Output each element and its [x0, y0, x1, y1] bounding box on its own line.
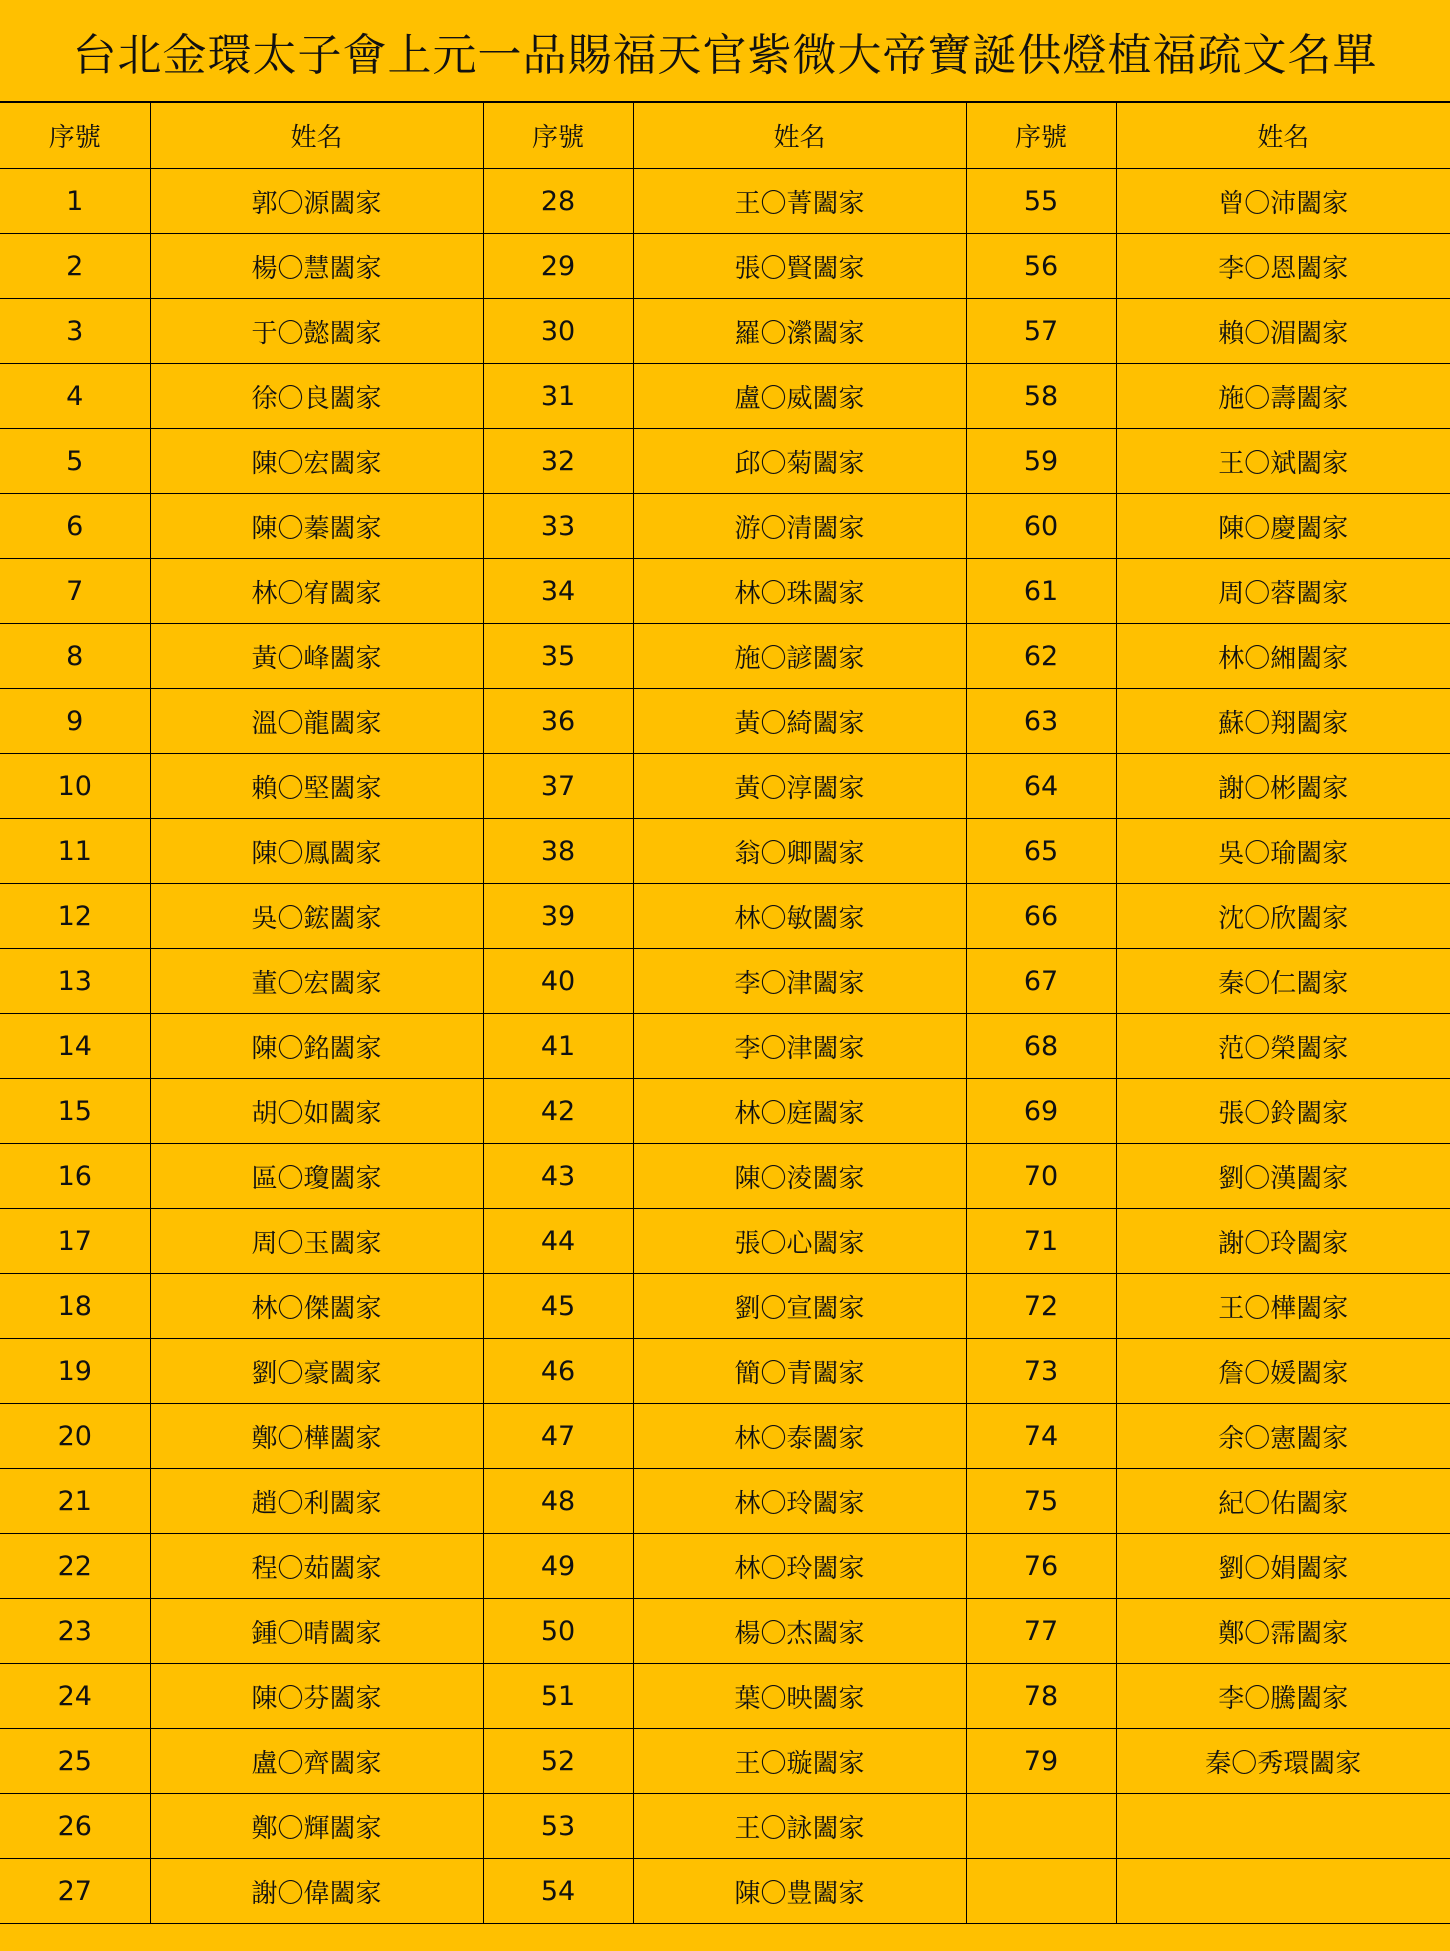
- entry-name: 盧〇威闔家: [633, 364, 966, 429]
- entry-number: 23: [0, 1599, 150, 1664]
- entry-number: 56: [966, 234, 1116, 299]
- table-row: [0, 949, 1450, 1014]
- table-row: [0, 169, 1450, 234]
- entry-number: 12: [0, 884, 150, 949]
- entry-number: 60: [966, 494, 1116, 559]
- entry-name: 李〇津闔家: [633, 949, 966, 1014]
- entry-number: 27: [0, 1859, 150, 1924]
- table-row: [0, 1859, 1450, 1924]
- table-row: [0, 1339, 1450, 1404]
- entry-name: 黃〇綺闔家: [633, 689, 966, 754]
- entry-name: 陳〇淩闔家: [633, 1144, 966, 1209]
- entry-name: 徐〇良闔家: [150, 364, 483, 429]
- entry-name: 胡〇如闔家: [150, 1079, 483, 1144]
- entry-name: 陳〇蓁闔家: [150, 494, 483, 559]
- header-row: [0, 103, 1450, 169]
- entry-number: 19: [0, 1339, 150, 1404]
- entry-name: 王〇璇闔家: [633, 1729, 966, 1794]
- entry-number: 26: [0, 1794, 150, 1859]
- entry-number: 45: [483, 1274, 633, 1339]
- entry-name: 林〇珠闔家: [633, 559, 966, 624]
- entry-number: 75: [966, 1469, 1116, 1534]
- entry-number: 52: [483, 1729, 633, 1794]
- table-row: [0, 494, 1450, 559]
- entry-name: 周〇蓉闔家: [1116, 559, 1450, 624]
- entry-number: 39: [483, 884, 633, 949]
- entry-number: 74: [966, 1404, 1116, 1469]
- table-row: [0, 1599, 1450, 1664]
- entry-number: 28: [483, 169, 633, 234]
- header-name: 姓名: [633, 103, 966, 169]
- entry-name: 謝〇玲闔家: [1116, 1209, 1450, 1274]
- entry-name: 謝〇偉闔家: [150, 1859, 483, 1924]
- header-name: 姓名: [1116, 103, 1450, 169]
- entry-number: 58: [966, 364, 1116, 429]
- entry-name: 林〇泰闔家: [633, 1404, 966, 1469]
- entry-name: 秦〇秀環闔家: [1116, 1729, 1450, 1794]
- entry-name: 秦〇仁闔家: [1116, 949, 1450, 1014]
- entry-name: 施〇壽闔家: [1116, 364, 1450, 429]
- entry-name: 王〇樺闔家: [1116, 1274, 1450, 1339]
- table-row: [0, 429, 1450, 494]
- entry-number: 13: [0, 949, 150, 1014]
- table-row: [0, 754, 1450, 819]
- entry-number: 57: [966, 299, 1116, 364]
- entry-name: 詹〇媛闔家: [1116, 1339, 1450, 1404]
- table-row: [0, 364, 1450, 429]
- title-bar: [0, 0, 1450, 102]
- entry-number: 33: [483, 494, 633, 559]
- entry-name: 劉〇漢闔家: [1116, 1144, 1450, 1209]
- entry-name: 林〇玲闔家: [633, 1534, 966, 1599]
- header-number: 序號: [966, 103, 1116, 169]
- entry-name: 簡〇青闔家: [633, 1339, 966, 1404]
- entry-number: 61: [966, 559, 1116, 624]
- entry-number: 79: [966, 1729, 1116, 1794]
- table-row: [0, 1404, 1450, 1469]
- entry-name: 區〇瓊闔家: [150, 1144, 483, 1209]
- entry-number: 34: [483, 559, 633, 624]
- entry-number: 5: [0, 429, 150, 494]
- entry-name: 黃〇峰闔家: [150, 624, 483, 689]
- entry-number: 64: [966, 754, 1116, 819]
- entry-name: 林〇傑闔家: [150, 1274, 483, 1339]
- entry-number: 6: [0, 494, 150, 559]
- entry-number: 30: [483, 299, 633, 364]
- entry-number: 22: [0, 1534, 150, 1599]
- entry-name: 吳〇鋐闔家: [150, 884, 483, 949]
- entry-name: 楊〇杰闔家: [633, 1599, 966, 1664]
- entry-number: 72: [966, 1274, 1116, 1339]
- entry-number: 37: [483, 754, 633, 819]
- entry-number: 25: [0, 1729, 150, 1794]
- entry-name: 陳〇銘闔家: [150, 1014, 483, 1079]
- table-row: [0, 1794, 1450, 1859]
- entry-name: 陳〇豊闔家: [633, 1859, 966, 1924]
- table-row: [0, 1664, 1450, 1729]
- entry-name: 蘇〇翔闔家: [1116, 689, 1450, 754]
- table-row: [0, 1274, 1450, 1339]
- entry-name: 沈〇欣闔家: [1116, 884, 1450, 949]
- entry-number: 14: [0, 1014, 150, 1079]
- entry-name: 游〇清闔家: [633, 494, 966, 559]
- entry-number: 16: [0, 1144, 150, 1209]
- entry-number: 24: [0, 1664, 150, 1729]
- entry-name: 王〇詠闔家: [633, 1794, 966, 1859]
- entry-number: 66: [966, 884, 1116, 949]
- entry-number: 41: [483, 1014, 633, 1079]
- entry-number: 55: [966, 169, 1116, 234]
- entry-number: 3: [0, 299, 150, 364]
- entry-name: 張〇賢闔家: [633, 234, 966, 299]
- entry-number: 71: [966, 1209, 1116, 1274]
- entry-name: 謝〇彬闔家: [1116, 754, 1450, 819]
- entry-name: 劉〇宣闔家: [633, 1274, 966, 1339]
- entry-name: 溫〇龍闔家: [150, 689, 483, 754]
- entry-number: 49: [483, 1534, 633, 1599]
- list-body: [0, 169, 1450, 1924]
- entry-number: 42: [483, 1079, 633, 1144]
- entry-name: 曾〇沛闔家: [1116, 169, 1450, 234]
- entry-number: 70: [966, 1144, 1116, 1209]
- header-number: 序號: [483, 103, 633, 169]
- entry-number: 59: [966, 429, 1116, 494]
- entry-name: 劉〇豪闔家: [150, 1339, 483, 1404]
- entry-name: 陳〇宏闔家: [150, 429, 483, 494]
- entry-number: 10: [0, 754, 150, 819]
- entry-name: 盧〇齊闔家: [150, 1729, 483, 1794]
- entry-name: 楊〇慧闔家: [150, 234, 483, 299]
- entry-number: 32: [483, 429, 633, 494]
- entry-name: 董〇宏闔家: [150, 949, 483, 1014]
- entry-number: 15: [0, 1079, 150, 1144]
- entry-number: 47: [483, 1404, 633, 1469]
- entry-number: [966, 1794, 1116, 1859]
- entry-number: 1: [0, 169, 150, 234]
- entry-name: 劉〇娟闔家: [1116, 1534, 1450, 1599]
- entry-name: 林〇庭闔家: [633, 1079, 966, 1144]
- entry-name: 羅〇瀠闔家: [633, 299, 966, 364]
- entry-name: 鄭〇輝闔家: [150, 1794, 483, 1859]
- header-number: 序號: [0, 103, 150, 169]
- entry-number: 18: [0, 1274, 150, 1339]
- entry-number: 36: [483, 689, 633, 754]
- entry-number: 17: [0, 1209, 150, 1274]
- table-row: [0, 1534, 1450, 1599]
- entry-name: 林〇敏闔家: [633, 884, 966, 949]
- entry-name: 趙〇利闔家: [150, 1469, 483, 1534]
- table-row: [0, 1469, 1450, 1534]
- entry-name: 翁〇卿闔家: [633, 819, 966, 884]
- table-row: [0, 1209, 1450, 1274]
- entry-number: 35: [483, 624, 633, 689]
- entry-number: 9: [0, 689, 150, 754]
- table-row: [0, 234, 1450, 299]
- entry-number: 68: [966, 1014, 1116, 1079]
- table-row: [0, 299, 1450, 364]
- entry-number: 77: [966, 1599, 1116, 1664]
- entry-name: 余〇憲闔家: [1116, 1404, 1450, 1469]
- name-list-table: [0, 102, 1450, 1924]
- entry-name: 葉〇映闔家: [633, 1664, 966, 1729]
- entry-name: 李〇騰闔家: [1116, 1664, 1450, 1729]
- entry-name: 陳〇鳳闔家: [150, 819, 483, 884]
- entry-name: 鍾〇晴闔家: [150, 1599, 483, 1664]
- entry-name: 李〇恩闔家: [1116, 234, 1450, 299]
- entry-name: 周〇玉闔家: [150, 1209, 483, 1274]
- entry-name: 張〇鈴闔家: [1116, 1079, 1450, 1144]
- entry-number: 11: [0, 819, 150, 884]
- entry-number: 73: [966, 1339, 1116, 1404]
- entry-number: 4: [0, 364, 150, 429]
- entry-name: 鄭〇樺闔家: [150, 1404, 483, 1469]
- entry-name: 紀〇佑闔家: [1116, 1469, 1450, 1534]
- entry-name: 邱〇菊闔家: [633, 429, 966, 494]
- entry-number: 48: [483, 1469, 633, 1534]
- entry-number: 51: [483, 1664, 633, 1729]
- entry-number: 20: [0, 1404, 150, 1469]
- document-title: 台北金環太子會上元一品賜福天官紫微大帝寶誕供燈植福疏文名單: [72, 29, 1378, 81]
- table-row: [0, 624, 1450, 689]
- entry-name: 王〇菁闔家: [633, 169, 966, 234]
- entry-number: 40: [483, 949, 633, 1014]
- entry-number: 46: [483, 1339, 633, 1404]
- entry-name: 于〇懿闔家: [150, 299, 483, 364]
- entry-number: 8: [0, 624, 150, 689]
- entry-name: 郭〇源闔家: [150, 169, 483, 234]
- table-row: [0, 1729, 1450, 1794]
- entry-number: 21: [0, 1469, 150, 1534]
- table-row: [0, 819, 1450, 884]
- entry-name: 林〇宥闔家: [150, 559, 483, 624]
- entry-name: 王〇斌闔家: [1116, 429, 1450, 494]
- entry-number: 65: [966, 819, 1116, 884]
- entry-name: 鄭〇霈闔家: [1116, 1599, 1450, 1664]
- entry-number: 69: [966, 1079, 1116, 1144]
- entry-name: 陳〇慶闔家: [1116, 494, 1450, 559]
- table-row: [0, 1079, 1450, 1144]
- entry-number: 76: [966, 1534, 1116, 1599]
- entry-number: 67: [966, 949, 1116, 1014]
- entry-number: 38: [483, 819, 633, 884]
- entry-name: 施〇諺闔家: [633, 624, 966, 689]
- table-row: [0, 884, 1450, 949]
- entry-name: 黃〇淳闔家: [633, 754, 966, 819]
- entry-name: 林〇玲闔家: [633, 1469, 966, 1534]
- header-name: 姓名: [150, 103, 483, 169]
- entry-number: 53: [483, 1794, 633, 1859]
- entry-number: 50: [483, 1599, 633, 1664]
- entry-name: [1116, 1794, 1450, 1859]
- entry-name: 賴〇堅闔家: [150, 754, 483, 819]
- table-row: [0, 689, 1450, 754]
- table-row: [0, 1014, 1450, 1079]
- entry-name: 吳〇瑜闔家: [1116, 819, 1450, 884]
- entry-name: 程〇茹闔家: [150, 1534, 483, 1599]
- entry-number: 78: [966, 1664, 1116, 1729]
- entry-name: [1116, 1859, 1450, 1924]
- entry-name: 林〇緗闔家: [1116, 624, 1450, 689]
- entry-number: 29: [483, 234, 633, 299]
- entry-number: 2: [0, 234, 150, 299]
- entry-name: 李〇津闔家: [633, 1014, 966, 1079]
- table-row: [0, 559, 1450, 624]
- entry-number: 54: [483, 1859, 633, 1924]
- table-row: [0, 1144, 1450, 1209]
- entry-number: [966, 1859, 1116, 1924]
- entry-name: 陳〇芬闔家: [150, 1664, 483, 1729]
- entry-number: 31: [483, 364, 633, 429]
- entry-number: 43: [483, 1144, 633, 1209]
- entry-number: 63: [966, 689, 1116, 754]
- entry-name: 范〇榮闔家: [1116, 1014, 1450, 1079]
- entry-name: 賴〇湄闔家: [1116, 299, 1450, 364]
- entry-number: 62: [966, 624, 1116, 689]
- entry-number: 44: [483, 1209, 633, 1274]
- entry-name: 張〇心闔家: [633, 1209, 966, 1274]
- entry-number: 7: [0, 559, 150, 624]
